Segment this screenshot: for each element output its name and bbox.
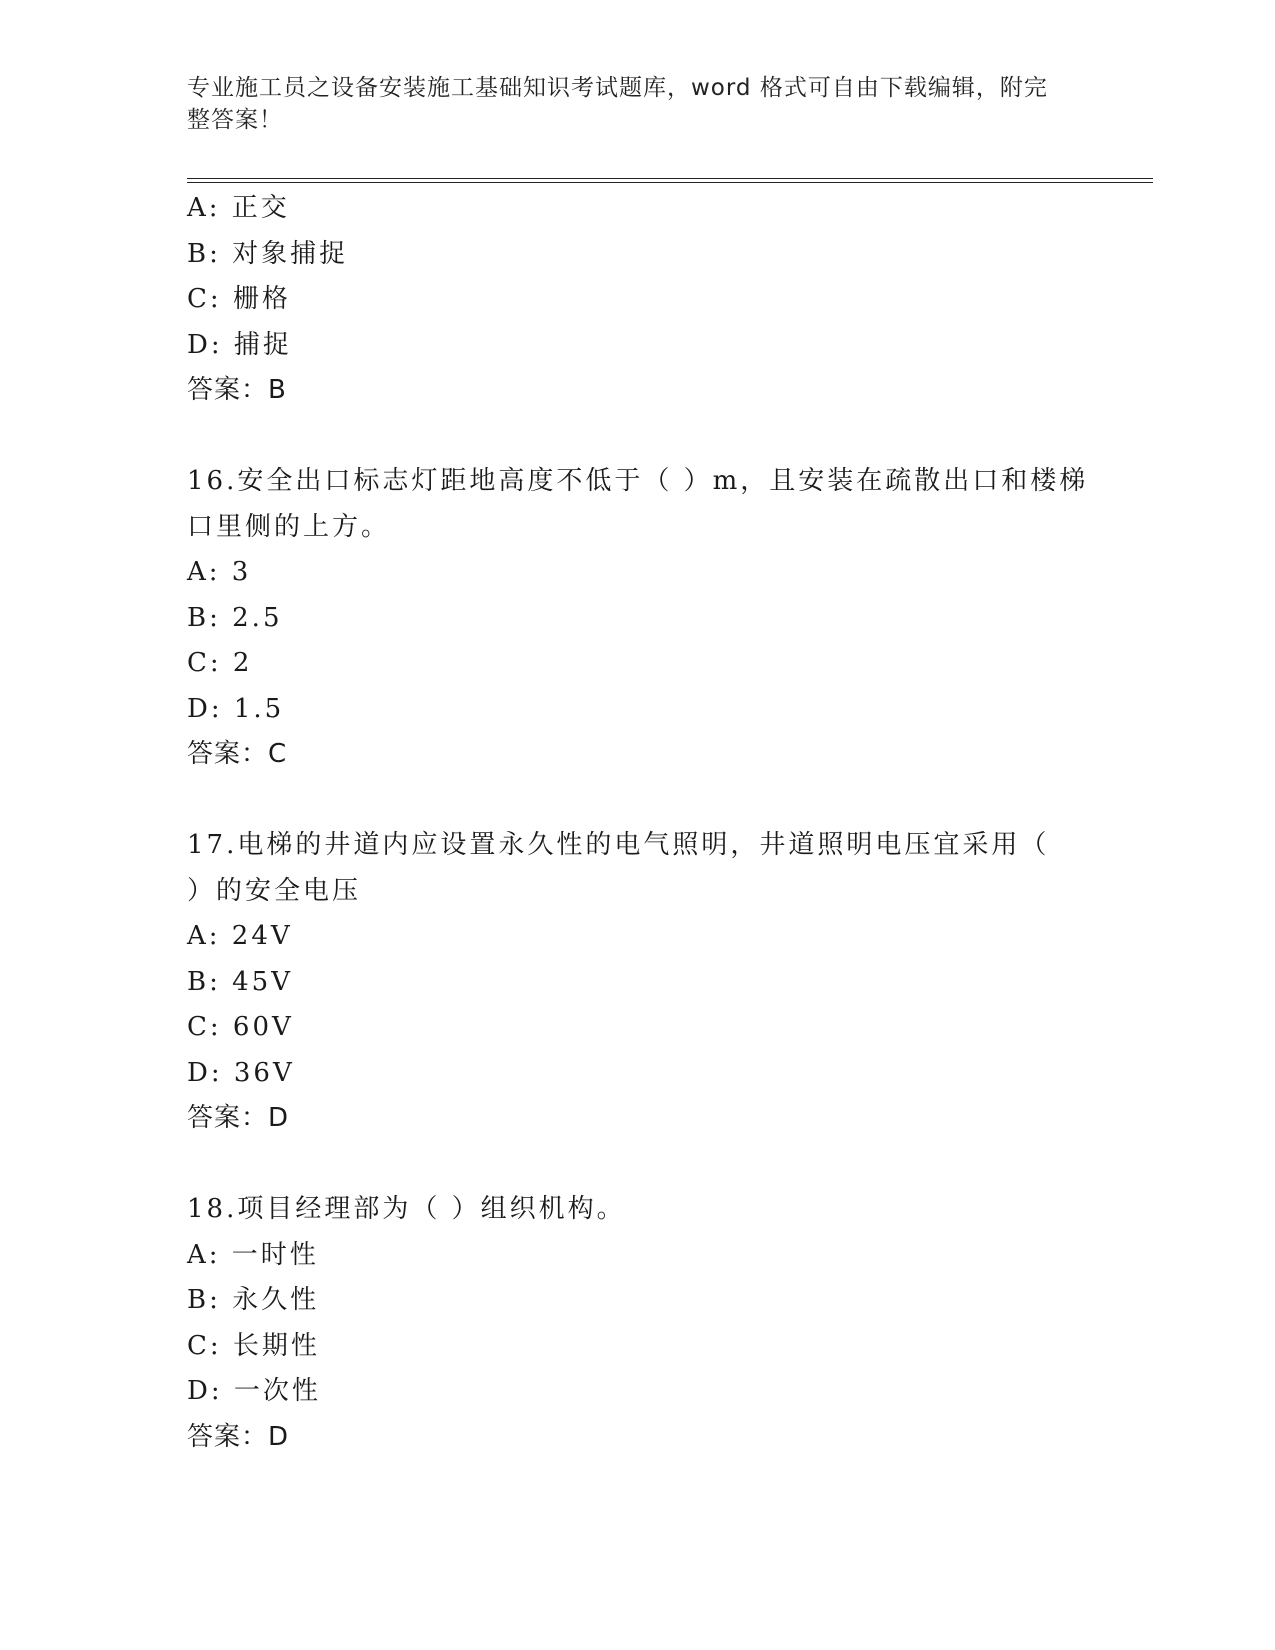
answer: 答案：C <box>187 739 288 769</box>
document-header <box>187 72 1067 136</box>
option-c: C: 60V <box>187 1012 294 1042</box>
option-d: D: 一次性 <box>187 1376 321 1406</box>
option-c: C: 2 <box>187 648 253 678</box>
header-title-line-2: 整答案！ <box>187 107 283 133</box>
spacer <box>187 414 1087 460</box>
question-18 <box>187 1187 1087 1460</box>
header-divider-top <box>187 178 1153 179</box>
question-17 <box>187 823 1087 1142</box>
question-stem-line-1: 18.项目经理部为（ ）组织机构。 <box>187 1194 626 1224</box>
spacer <box>187 778 1087 824</box>
question-stem-line-2: ）的安全电压 <box>187 875 362 906</box>
question-16 <box>187 459 1087 778</box>
option-c: C: 栅格 <box>187 284 291 314</box>
question-list <box>187 186 1087 1460</box>
answer: 答案：B <box>187 375 287 405</box>
question-stem-line-2: 口里侧的上方。 <box>187 511 391 542</box>
option-b: B: 2.5 <box>187 602 283 633</box>
option-a: A: 正交 <box>187 193 290 223</box>
answer: 答案：D <box>187 1421 290 1452</box>
option-d: D: 36V <box>187 1057 295 1088</box>
question-stem-line-1: 16.安全出口标志灯距地高度不低于（ ）m，且安装在疏散出口和楼梯 <box>187 466 1089 496</box>
option-d: D: 捕捉 <box>187 329 292 360</box>
option-b: B: 对象捕捉 <box>187 238 349 269</box>
spacer <box>187 1142 1087 1188</box>
option-c: C: 长期性 <box>187 1330 320 1361</box>
option-d: D: 1.5 <box>187 693 285 724</box>
answer: 答案：D <box>187 1103 290 1133</box>
option-b: B: 45V <box>187 966 293 997</box>
header-title-line-1: 专业施工员之设备安装施工基础知识考试题库，word 格式可自由下载编辑，附完 <box>187 75 1048 101</box>
header-divider-bottom <box>187 182 1153 183</box>
option-b: B: 永久性 <box>187 1285 320 1315</box>
question-15 <box>187 186 1087 414</box>
option-a: A: 3 <box>187 557 252 587</box>
option-a: A: 一时性 <box>187 1239 319 1270</box>
option-a: A: 24V <box>187 921 293 951</box>
question-stem-line-1: 17.电梯的井道内应设置永久性的电气照明，井道照明电压宜采用（ <box>187 830 1050 860</box>
